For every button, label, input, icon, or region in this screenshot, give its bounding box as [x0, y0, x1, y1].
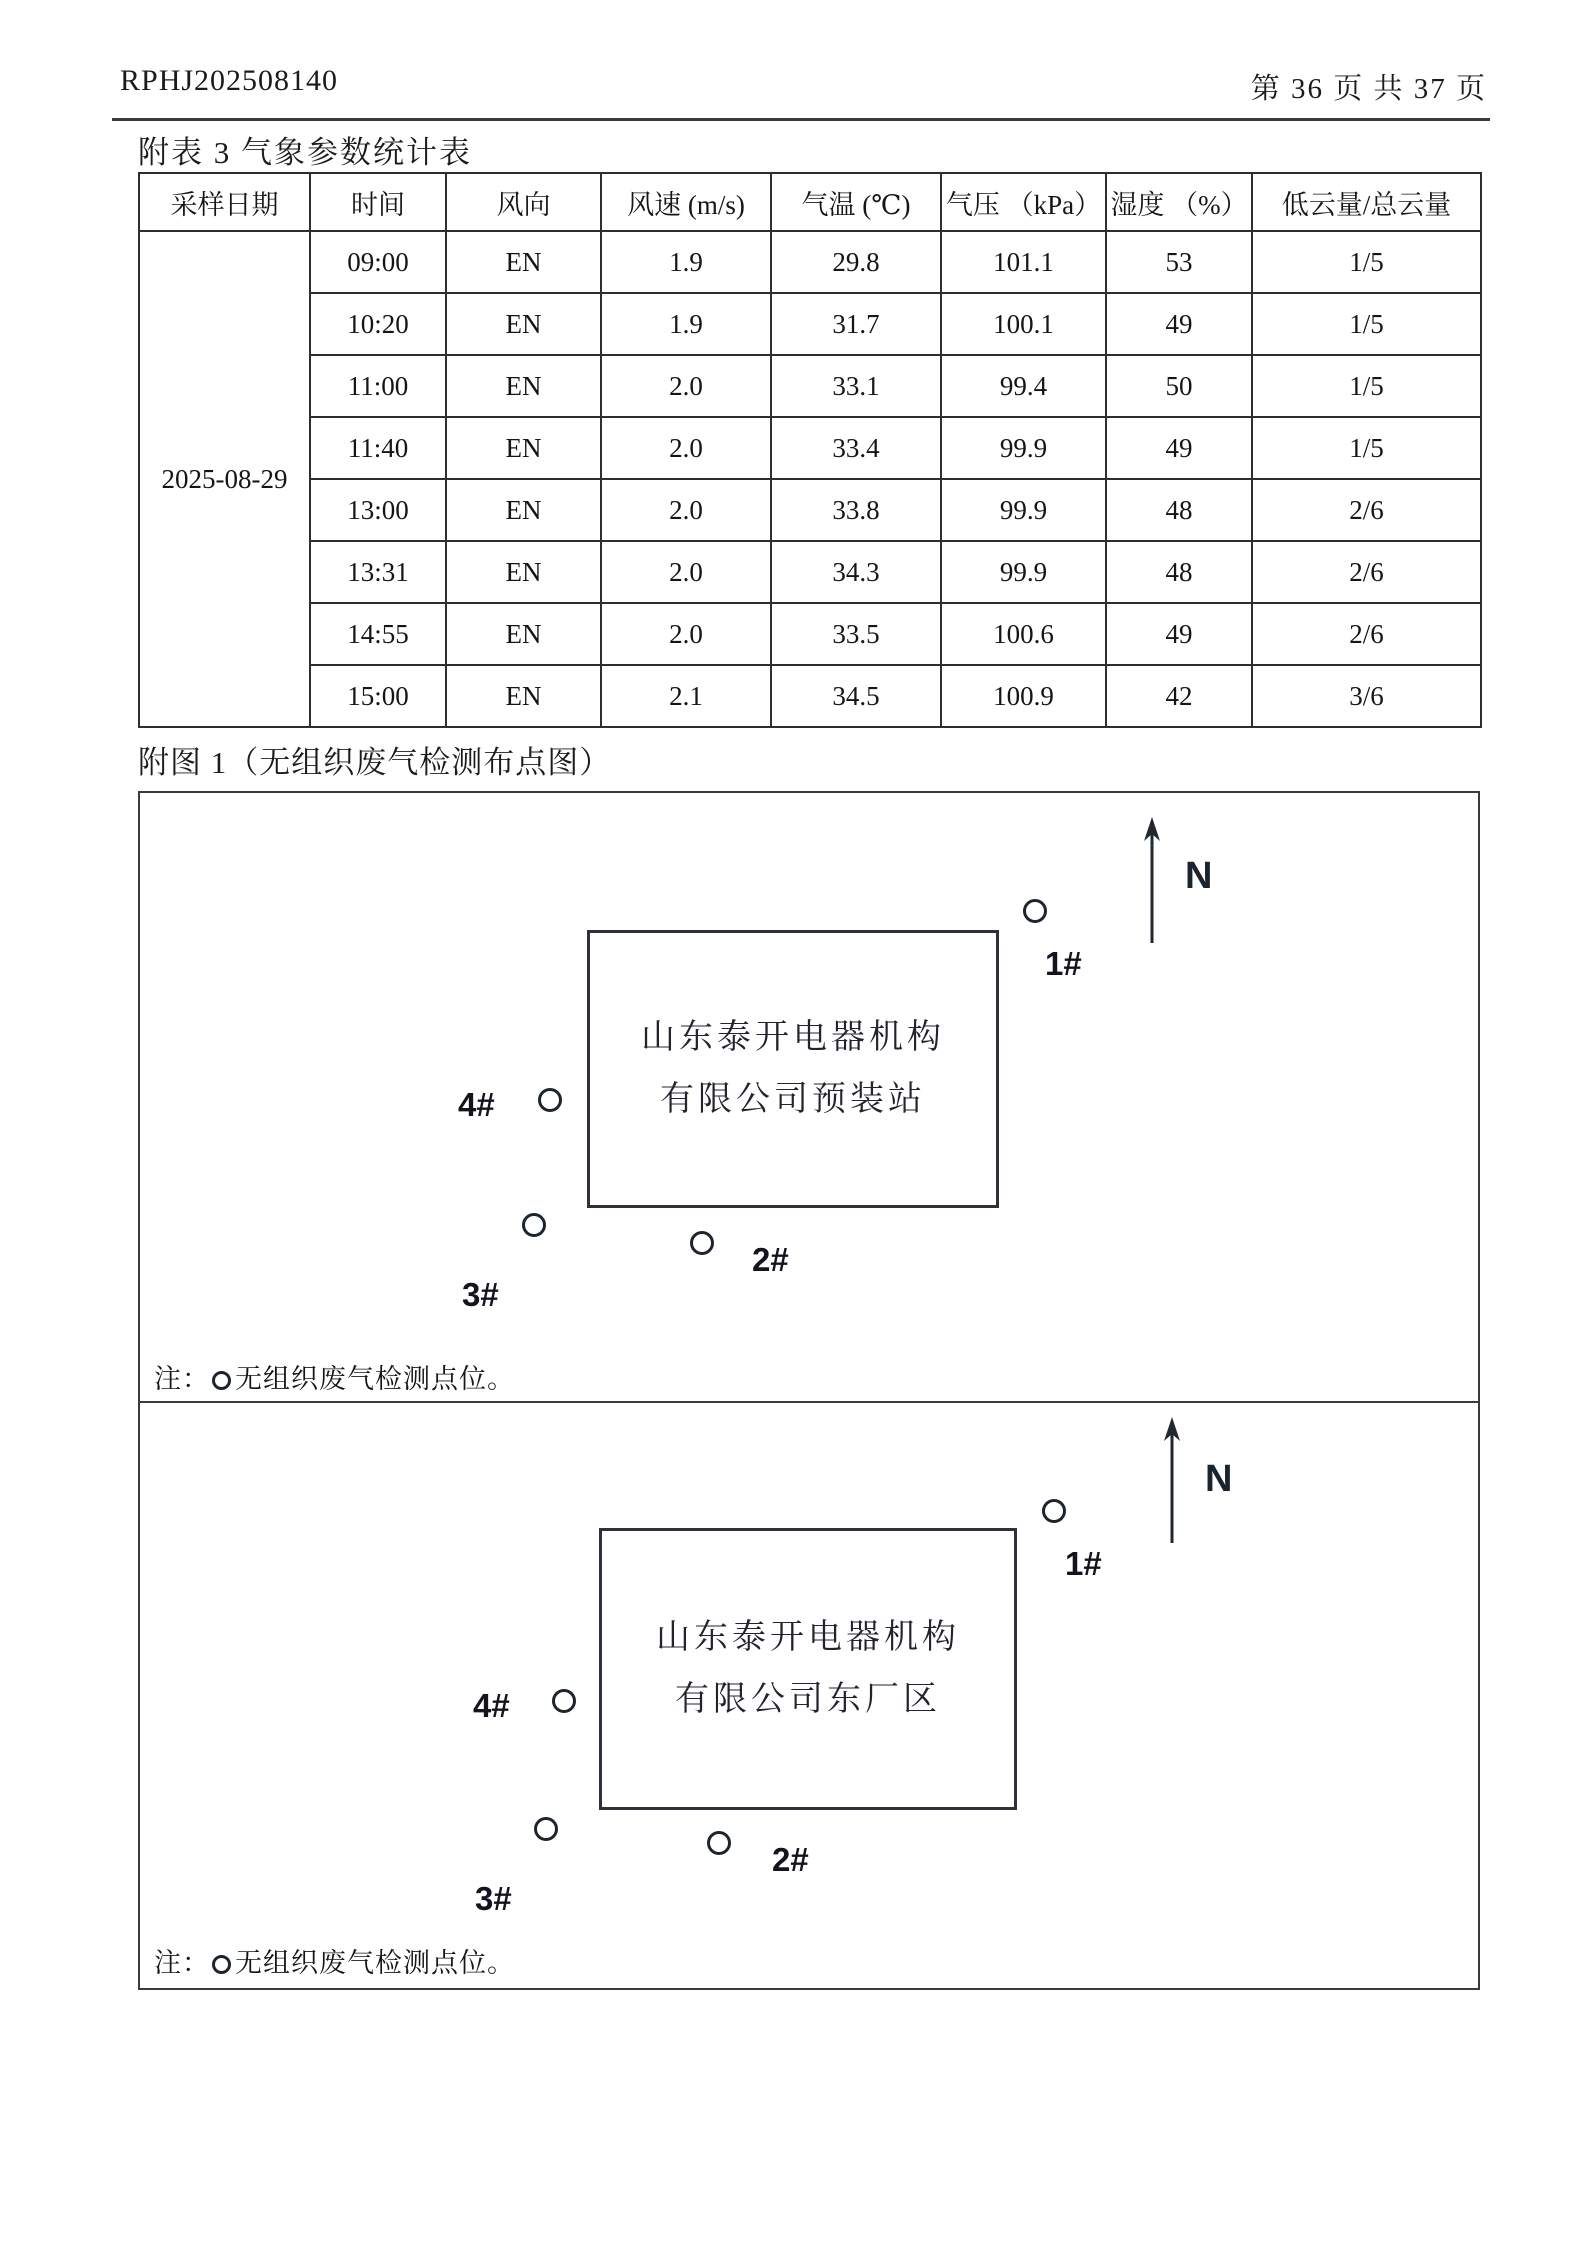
table-cell: 09:00 — [310, 231, 446, 293]
point-label-2: 2# — [752, 1241, 789, 1278]
col-header-temperature: 气温 (℃) — [771, 173, 941, 231]
table-cell: 1/5 — [1252, 293, 1481, 355]
table-cell: 2.0 — [601, 479, 771, 541]
note-text: 无组织废气检测点位。 — [235, 1948, 515, 1978]
table-cell: 15:00 — [310, 665, 446, 727]
table-row — [139, 541, 1481, 603]
table-cell: 33.1 — [771, 355, 941, 417]
table-cell: 2.0 — [601, 541, 771, 603]
north-arrow-icon — [1130, 815, 1174, 947]
table-cell: 33.4 — [771, 417, 941, 479]
table-cell: 99.9 — [941, 417, 1106, 479]
point-label-1: 1# — [1045, 945, 1082, 982]
point-label-4: 4# — [473, 1687, 510, 1724]
table-cell: 13:00 — [310, 479, 446, 541]
table-row — [139, 417, 1481, 479]
col-header-wind-speed: 风速 (m/s) — [601, 173, 771, 231]
table-cell: 31.7 — [771, 293, 941, 355]
table-cell: 100.1 — [941, 293, 1106, 355]
table-cell: EN — [446, 479, 601, 541]
sampling-date-cell: 2025-08-29 — [139, 231, 310, 727]
building-box — [599, 1528, 1017, 1810]
monitor-point-2-icon — [707, 1831, 731, 1855]
diagram-note — [154, 1357, 515, 1396]
note-prefix: 注： — [154, 1948, 210, 1978]
building-name-line1: 山东泰开电器机构 — [656, 1619, 960, 1656]
table-cell: EN — [446, 603, 601, 665]
figure-title: 附图 1（无组织废气检测布点图） — [138, 745, 612, 780]
col-header-date: 采样日期 — [139, 173, 310, 231]
table-cell: EN — [446, 665, 601, 727]
diagram-frame-1 — [138, 791, 1480, 1403]
table-cell: 11:00 — [310, 355, 446, 417]
table-cell: 101.1 — [941, 231, 1106, 293]
table-cell: 10:20 — [310, 293, 446, 355]
table-cell: EN — [446, 293, 601, 355]
table-cell: 2.1 — [601, 665, 771, 727]
table-body — [139, 231, 1481, 727]
table-cell: 1/5 — [1252, 417, 1481, 479]
table-cell: 2.0 — [601, 603, 771, 665]
table-header-row — [139, 173, 1481, 231]
point-label-3: 3# — [475, 1880, 512, 1917]
table-cell: 11:40 — [310, 417, 446, 479]
table-cell: 100.9 — [941, 665, 1106, 727]
table-cell: 49 — [1106, 293, 1252, 355]
table-cell: 2/6 — [1252, 479, 1481, 541]
table-title: 附表 3 气象参数统计表 — [138, 135, 472, 170]
table-cell: 33.8 — [771, 479, 941, 541]
note-prefix: 注： — [154, 1364, 210, 1394]
table-row — [139, 479, 1481, 541]
north-label: N — [1205, 1458, 1233, 1500]
table-cell: 49 — [1106, 603, 1252, 665]
building-name-line2: 有限公司东厂区 — [675, 1681, 941, 1718]
table-cell: 48 — [1106, 479, 1252, 541]
table-cell: EN — [446, 231, 601, 293]
header-rule — [112, 118, 1490, 121]
monitor-point-4-icon — [552, 1689, 576, 1713]
point-label-3: 3# — [462, 1276, 499, 1313]
monitor-point-1-icon — [1023, 899, 1047, 923]
table-cell: 33.5 — [771, 603, 941, 665]
north-label: N — [1185, 855, 1213, 897]
monitor-point-1-icon — [1042, 1499, 1066, 1523]
table-cell: 99.9 — [941, 479, 1106, 541]
table-cell: 42 — [1106, 665, 1252, 727]
table-cell: EN — [446, 541, 601, 603]
point-label-2: 2# — [772, 1841, 809, 1878]
table-cell: 2.0 — [601, 417, 771, 479]
table-cell: 100.6 — [941, 603, 1106, 665]
table-cell: 99.9 — [941, 541, 1106, 603]
table-cell: 1/5 — [1252, 231, 1481, 293]
north-arrow-icon — [1150, 1415, 1194, 1547]
building-name-line2: 有限公司预装站 — [660, 1081, 926, 1118]
col-header-time: 时间 — [310, 173, 446, 231]
table-cell: 1.9 — [601, 231, 771, 293]
table-cell: 13:31 — [310, 541, 446, 603]
point-label-4: 4# — [458, 1086, 495, 1123]
monitor-point-4-icon — [538, 1088, 562, 1112]
table-cell: 34.5 — [771, 665, 941, 727]
table-row — [139, 665, 1481, 727]
table-row — [139, 293, 1481, 355]
table-cell: 1/5 — [1252, 355, 1481, 417]
point-marker-icon — [212, 1371, 231, 1390]
table-cell: 14:55 — [310, 603, 446, 665]
table-row — [139, 355, 1481, 417]
point-marker-icon — [212, 1955, 231, 1974]
table-row — [139, 603, 1481, 665]
doc-number: RPHJ202508140 — [120, 64, 339, 97]
diagram-frame-2 — [138, 1403, 1480, 1990]
monitor-point-3-icon — [522, 1213, 546, 1237]
table-cell: 2.0 — [601, 355, 771, 417]
diagram-note — [154, 1941, 515, 1980]
table-cell: 1.9 — [601, 293, 771, 355]
col-header-wind-dir: 风向 — [446, 173, 601, 231]
table-cell: 34.3 — [771, 541, 941, 603]
col-header-humidity: 湿度 （%） — [1106, 173, 1252, 231]
table-row — [139, 231, 1481, 293]
table-cell: 49 — [1106, 417, 1252, 479]
col-header-cloud: 低云量/总云量 — [1252, 173, 1481, 231]
table-cell: EN — [446, 417, 601, 479]
met-table — [138, 172, 1480, 728]
note-text: 无组织废气检测点位。 — [235, 1364, 515, 1394]
table-cell: 29.8 — [771, 231, 941, 293]
table-cell: 2/6 — [1252, 603, 1481, 665]
table-cell: 53 — [1106, 231, 1252, 293]
table-cell: EN — [446, 355, 601, 417]
point-label-1: 1# — [1065, 1545, 1102, 1582]
col-header-pressure: 气压 （kPa） — [941, 173, 1106, 231]
monitor-point-3-icon — [534, 1817, 558, 1841]
page-indicator: 第 36 页 共 37 页 — [1250, 73, 1487, 105]
table-cell: 50 — [1106, 355, 1252, 417]
building-name-line1: 山东泰开电器机构 — [641, 1019, 945, 1056]
table-cell: 2/6 — [1252, 541, 1481, 603]
table-cell: 48 — [1106, 541, 1252, 603]
building-box — [587, 930, 999, 1208]
table-cell: 99.4 — [941, 355, 1106, 417]
table-cell: 3/6 — [1252, 665, 1481, 727]
monitor-point-2-icon — [690, 1231, 714, 1255]
